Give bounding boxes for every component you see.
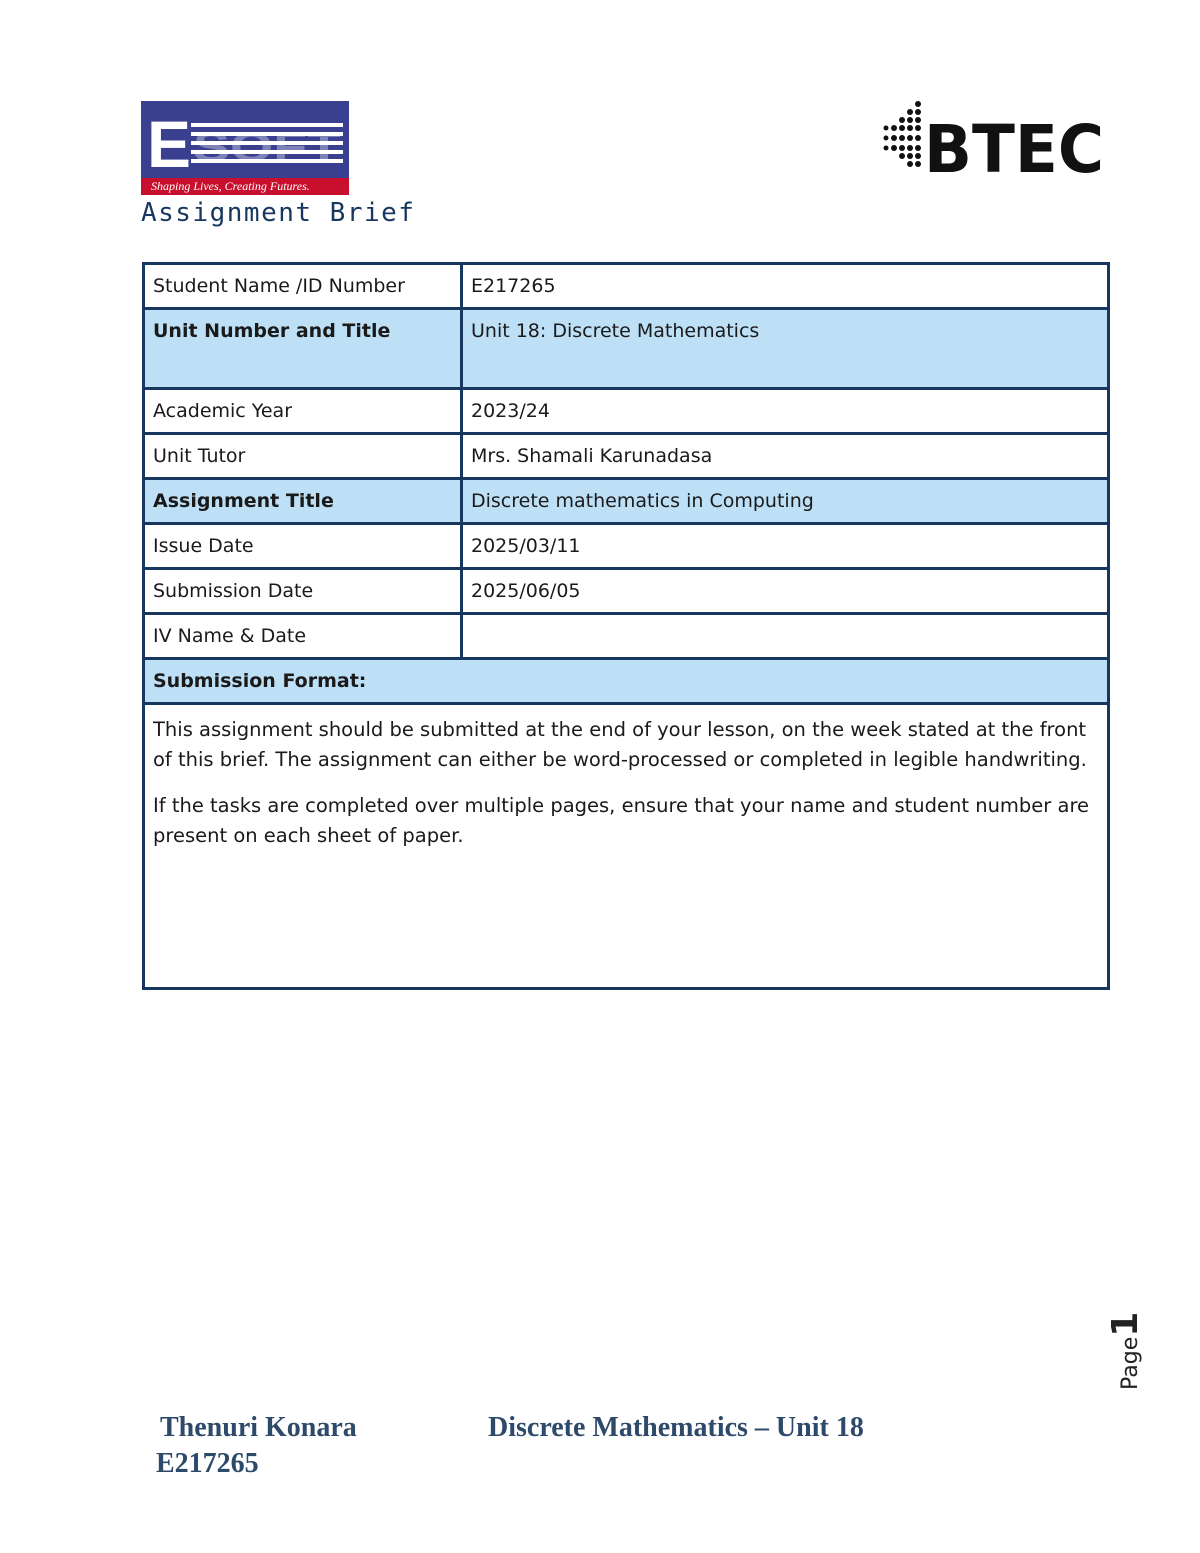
btec-wordmark: BTEC xyxy=(924,111,1104,178)
table-row xyxy=(144,264,1109,309)
row-value: Unit 18: Discrete Mathematics xyxy=(462,309,1109,389)
row-label: Unit Number and Title xyxy=(144,309,462,389)
page-number-marker xyxy=(1105,1300,1155,1390)
table-row xyxy=(144,309,1109,389)
row-label: Submission Date xyxy=(144,569,462,614)
row-value: 2023/24 xyxy=(462,389,1109,434)
submission-format-heading: Submission Format: xyxy=(144,659,1109,704)
footer-student-id: E217265 xyxy=(156,1448,259,1479)
row-label: Issue Date xyxy=(144,524,462,569)
row-label: IV Name & Date xyxy=(144,614,462,659)
table-row xyxy=(144,389,1109,434)
row-label: Unit Tutor xyxy=(144,434,462,479)
row-value xyxy=(462,614,1109,659)
format-paragraph: This assignment should be submitted at the end of your lesson, on the week stated at the front of this brief. The assignment can either be word-processed or completed in legible handwriting. xyxy=(153,718,1087,771)
footer-student-name: Thenuri Konara xyxy=(160,1412,357,1443)
esoft-logo xyxy=(141,101,349,195)
table-row xyxy=(144,614,1109,659)
row-label: Academic Year xyxy=(144,389,462,434)
assignment-brief-table xyxy=(142,262,1110,990)
page-word: Page xyxy=(1118,1336,1143,1390)
submission-format-body-row xyxy=(144,704,1109,989)
row-value: 2025/06/05 xyxy=(462,569,1109,614)
svg-text:E: E xyxy=(147,107,192,181)
row-value: Discrete mathematics in Computing xyxy=(462,479,1109,524)
submission-format-body xyxy=(144,704,1109,989)
row-label: Assignment Title xyxy=(144,479,462,524)
btec-logo xyxy=(880,100,1105,178)
table-row xyxy=(144,479,1109,524)
table-row xyxy=(144,524,1109,569)
page-number: 1 xyxy=(1105,1311,1146,1337)
row-value: 2025/03/11 xyxy=(462,524,1109,569)
esoft-tagline: Shaping Lives, Creating Futures. xyxy=(151,179,310,193)
table-row xyxy=(144,569,1109,614)
format-paragraph: If the tasks are completed over multiple pages, ensure that your name and student number are present on each sheet of paper. xyxy=(153,794,1090,847)
row-value: E217265 xyxy=(462,264,1109,309)
row-label: Student Name /ID Number xyxy=(144,264,462,309)
submission-format-heading-row xyxy=(144,659,1109,704)
table-row xyxy=(144,434,1109,479)
svg-text:SOFT: SOFT xyxy=(193,123,342,170)
footer-unit: Discrete Mathematics – Unit 18 xyxy=(488,1412,864,1443)
page-title: Assignment Brief xyxy=(141,198,416,228)
row-value: Mrs. Shamali Karunadasa xyxy=(462,434,1109,479)
